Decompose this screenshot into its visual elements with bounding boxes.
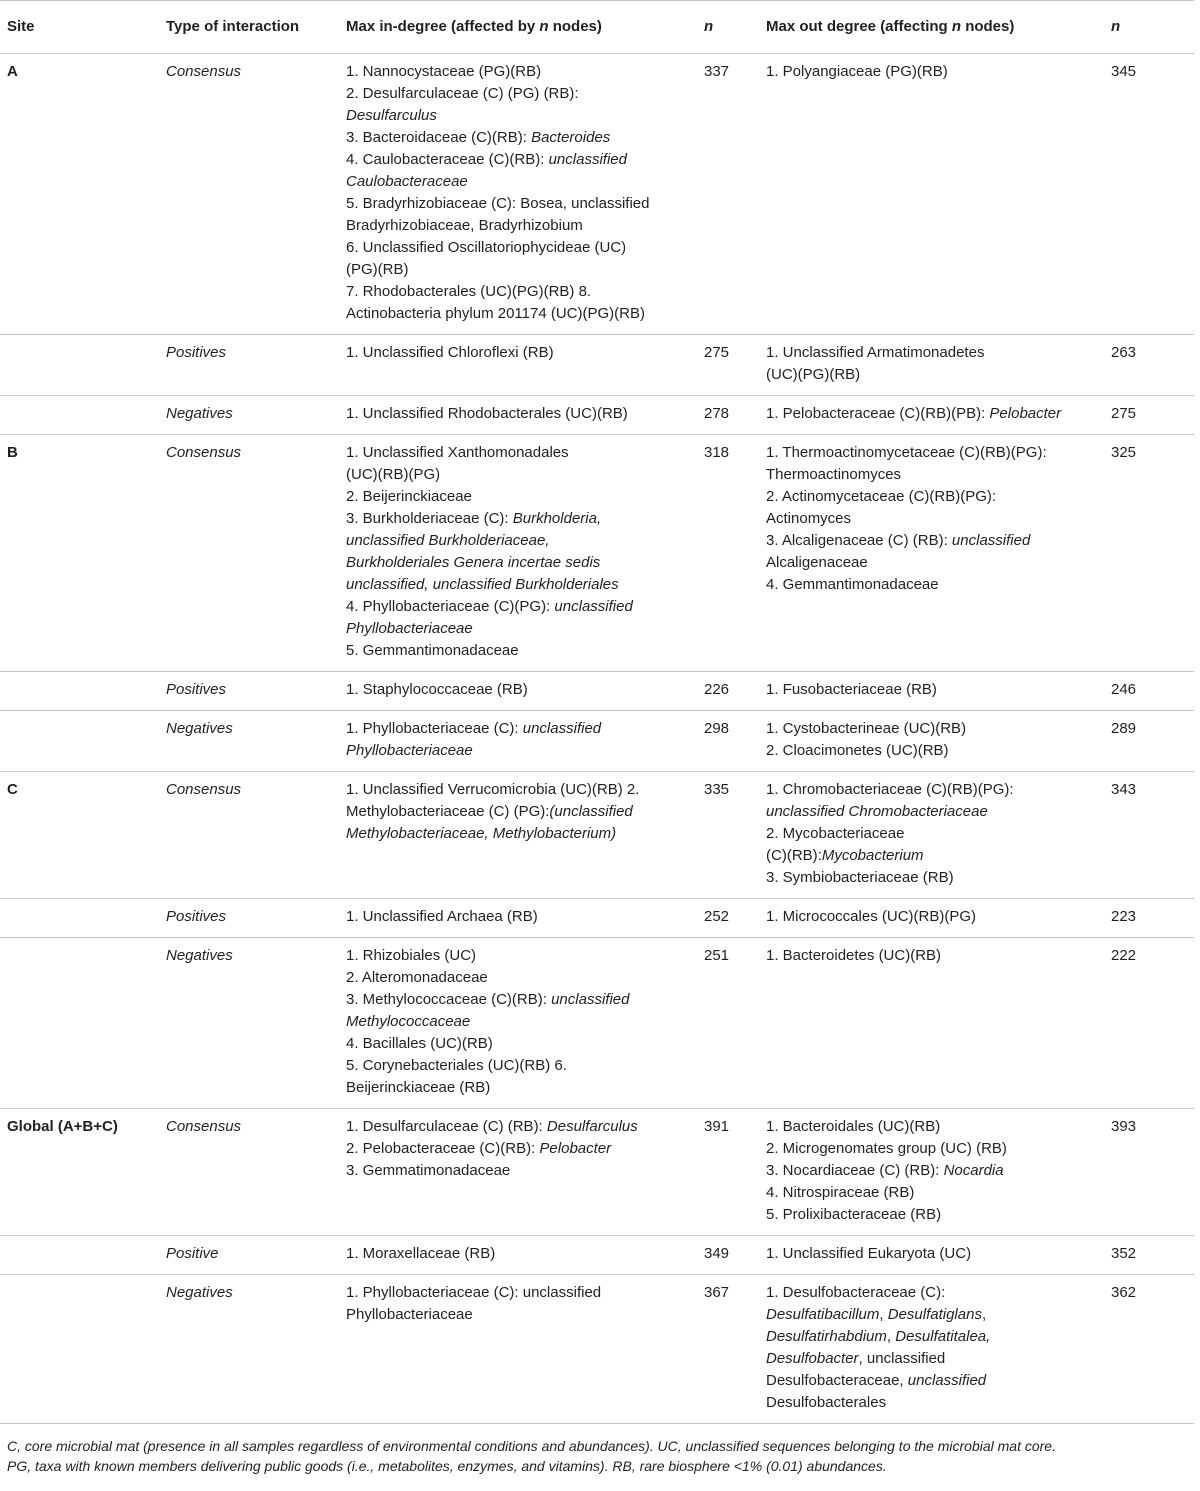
- table-row: [0, 672, 1194, 711]
- site-cell: [0, 711, 166, 772]
- taxon-text: 6. Unclassified Oscillatoriophycideae (UC): [346, 239, 627, 256]
- n-out-cell: 263: [1111, 335, 1194, 396]
- header-in-n: n: [539, 18, 549, 35]
- site-cell: C: [0, 772, 166, 899]
- taxon-text: Methylobacteriaceae, Methylobacterium): [346, 825, 617, 842]
- taxon-text: Nocardia: [943, 1162, 1004, 1179]
- taxon-line: [766, 823, 1111, 845]
- taxon-line: [346, 127, 704, 149]
- taxon-text: 1. Unclassified Archaea (RB): [346, 908, 538, 925]
- taxon-line: [766, 779, 1111, 801]
- taxon-line: [766, 1326, 1111, 1348]
- header-n-out: [1111, 1, 1194, 54]
- taxon-line: [766, 486, 1111, 508]
- taxon-text: 1. Moraxellaceae (RB): [346, 1245, 496, 1262]
- taxon-line: [346, 640, 704, 662]
- taxon-text: Burkholderia,: [512, 510, 602, 527]
- taxon-line: [766, 342, 1111, 364]
- n-out-cell: 289: [1111, 711, 1194, 772]
- taxon-text: 1. Phyllobacteriaceae (C): unclassified: [346, 1284, 602, 1301]
- taxon-line: [766, 61, 1111, 83]
- taxon-line: [766, 740, 1111, 762]
- taxon-text: 3. Alcaligenaceae (C) (RB):: [766, 532, 952, 549]
- header-max-out-degree: [766, 1, 1111, 54]
- taxon-text: Desulfatibacillum: [766, 1306, 880, 1323]
- max-out-degree-cell: [766, 435, 1111, 672]
- interaction-type-cell: Positives: [166, 335, 346, 396]
- taxon-text: Phyllobacteriaceae: [346, 742, 473, 759]
- table-row: [0, 1236, 1194, 1275]
- site-cell: [0, 1236, 166, 1275]
- taxon-line: [766, 1204, 1111, 1226]
- taxon-text: 1. Unclassified Verrucomicrobia (UC)(RB) 2.: [346, 781, 640, 798]
- taxon-text: unclassified, unclassified Burkholderiales: [346, 576, 619, 593]
- taxon-line: [766, 508, 1111, 530]
- n-in-cell: 251: [704, 938, 766, 1109]
- taxon-line: [346, 237, 704, 259]
- taxon-text: 1. Phyllobacteriaceae (C):: [346, 720, 523, 737]
- taxon-line: [346, 679, 704, 701]
- table-row: [0, 938, 1194, 1109]
- max-in-degree-cell: [346, 396, 704, 435]
- n-out-cell: 352: [1111, 1236, 1194, 1275]
- taxon-text: 1. Unclassified Rhodobacterales (UC)(RB): [346, 405, 628, 422]
- taxon-line: [766, 1304, 1111, 1326]
- taxon-line: [346, 342, 704, 364]
- taxon-text: Caulobacteraceae: [346, 173, 468, 190]
- taxon-text: 1. Thermoactinomycetaceae (C)(RB)(PG):: [766, 444, 1047, 461]
- taxon-text: Bacteroides: [531, 129, 611, 146]
- taxon-text: 2. Desulfarculaceae (C) (PG) (RB):: [346, 85, 579, 102]
- n-out-cell: 222: [1111, 938, 1194, 1109]
- taxon-text: Methylobacteriaceae (C) (PG):: [346, 803, 550, 820]
- table-row: [0, 435, 1194, 672]
- table-footnote: [7, 1436, 1193, 1476]
- taxon-text: 5. Prolixibacteraceae (RB): [766, 1206, 942, 1223]
- taxon-text: 2. Actinomycetaceae (C)(RB)(PG):: [766, 488, 997, 505]
- taxon-line: [346, 1304, 704, 1326]
- taxon-line: [766, 1348, 1111, 1370]
- taxon-line: [346, 403, 704, 425]
- taxon-text: (PG)(RB): [346, 261, 409, 278]
- taxon-text: Alcaligenaceae: [766, 554, 868, 571]
- taxon-line: [346, 193, 704, 215]
- taxon-line: [346, 823, 704, 845]
- taxon-line: [346, 215, 704, 237]
- header-out-post: nodes): [961, 18, 1015, 35]
- header-type: Type of interaction: [166, 1, 346, 54]
- interaction-type-cell: Consensus: [166, 54, 346, 335]
- taxon-text: 2. Pelobacteraceae (C)(RB):: [346, 1140, 540, 1157]
- taxon-text: 2. Cloacimonetes (UC)(RB): [766, 742, 949, 759]
- taxon-line: [766, 867, 1111, 889]
- max-out-degree-cell: [766, 672, 1111, 711]
- taxon-line: [346, 105, 704, 127]
- n-in-cell: 278: [704, 396, 766, 435]
- taxon-line: [346, 1077, 704, 1099]
- taxon-line: [346, 596, 704, 618]
- site-cell: [0, 672, 166, 711]
- taxon-text: Pelobacter: [989, 405, 1062, 422]
- max-in-degree-cell: [346, 1109, 704, 1236]
- taxon-text: Desulfatirhabdium: [766, 1328, 887, 1345]
- taxon-text: 4. Nitrospiraceae (RB): [766, 1184, 915, 1201]
- site-cell: [0, 899, 166, 938]
- n-in-cell: 349: [704, 1236, 766, 1275]
- taxon-text: 1. Unclassified Xanthomonadales: [346, 444, 569, 461]
- n-in-cell: 226: [704, 672, 766, 711]
- taxon-text: unclassified: [522, 720, 602, 737]
- footnote-line-1: C, core microbial mat (presence in all samples regardless of environmental conditions and abundances). UC, unclassified sequences belonging to the microbial mat core.: [7, 1438, 1056, 1454]
- taxon-text: Desulfarculus: [346, 107, 437, 124]
- max-in-degree-cell: [346, 1275, 704, 1424]
- taxon-text: (UC)(PG)(RB): [766, 366, 861, 383]
- site-cell: [0, 396, 166, 435]
- header-row: [0, 1, 1194, 54]
- taxon-text: 5. Corynebacteriales (UC)(RB) 6.: [346, 1057, 567, 1074]
- interaction-type-cell: Negatives: [166, 1275, 346, 1424]
- taxon-line: [346, 83, 704, 105]
- header-out-pre: Max out degree (affecting: [766, 18, 952, 35]
- taxon-text: 2. Alteromonadaceae: [346, 969, 488, 986]
- taxon-line: [346, 1055, 704, 1077]
- n-in-cell: 252: [704, 899, 766, 938]
- taxon-line: [766, 403, 1111, 425]
- taxon-text: 4. Phyllobacteriaceae (C)(PG):: [346, 598, 555, 615]
- interaction-type-cell: Positives: [166, 672, 346, 711]
- header-n-out-label: n: [1111, 18, 1121, 35]
- taxon-text: 1. Unclassified Eukaryota (UC): [766, 1245, 972, 1262]
- max-in-degree-cell: [346, 899, 704, 938]
- interaction-type-cell: Negatives: [166, 938, 346, 1109]
- taxon-text: Desulfobacter: [766, 1350, 859, 1367]
- taxon-text: (unclassified: [549, 803, 633, 820]
- max-out-degree-cell: [766, 899, 1111, 938]
- taxon-line: [766, 552, 1111, 574]
- taxon-text: 1. Rhizobiales (UC): [346, 947, 477, 964]
- taxon-text: 1. Bacteroidetes (UC)(RB): [766, 947, 942, 964]
- max-out-degree-cell: [766, 1109, 1111, 1236]
- max-in-degree-cell: [346, 435, 704, 672]
- taxon-text: unclassified: [554, 598, 633, 615]
- taxon-line: [346, 989, 704, 1011]
- taxon-text: unclassified Chromobacteriaceae: [766, 803, 988, 820]
- max-in-degree-cell: [346, 772, 704, 899]
- max-in-degree-cell: [346, 711, 704, 772]
- taxon-line: [346, 945, 704, 967]
- taxon-line: [346, 464, 704, 486]
- taxon-text: unclassified: [907, 1372, 987, 1389]
- max-in-degree-cell: [346, 335, 704, 396]
- taxon-text: ,: [879, 1306, 888, 1323]
- taxon-line: [766, 906, 1111, 928]
- taxon-text: 1. Desulfobacteraceae (C):: [766, 1284, 946, 1301]
- taxon-text: (C)(RB):: [766, 847, 822, 864]
- n-out-cell: 246: [1111, 672, 1194, 711]
- taxon-line: [346, 574, 704, 596]
- taxon-text: 1. Polyangiaceae (PG)(RB): [766, 63, 948, 80]
- header-site: Site: [0, 1, 166, 54]
- taxon-line: [346, 801, 704, 823]
- taxon-text: Phyllobacteriaceae: [346, 620, 473, 637]
- taxon-text: unclassified: [548, 151, 627, 168]
- taxon-text: unclassified: [951, 532, 1031, 549]
- taxon-line: [346, 530, 704, 552]
- taxon-text: 2. Beijerinckiaceae: [346, 488, 472, 505]
- taxon-text: 1. Chromobacteriaceae (C)(RB)(PG):: [766, 781, 1014, 798]
- max-in-degree-cell: [346, 1236, 704, 1275]
- taxon-text: 1. Unclassified Chloroflexi (RB): [346, 344, 554, 361]
- taxon-line: [346, 1160, 704, 1182]
- taxon-line: [346, 61, 704, 83]
- taxon-text: (UC)(RB)(PG): [346, 466, 441, 483]
- taxon-text: 4. Gemmantimonadaceae: [766, 576, 939, 593]
- taxon-text: 3. Symbiobacteriaceae (RB): [766, 869, 954, 886]
- taxon-text: 5. Bradyrhizobiaceae (C): Bosea, unclassified: [346, 195, 650, 212]
- taxon-line: [346, 740, 704, 762]
- taxon-text: Desulfobacteraceae,: [766, 1372, 908, 1389]
- taxon-line: [766, 1392, 1111, 1414]
- header-in-pre: Max in-degree (affected by: [346, 18, 540, 35]
- taxon-line: [346, 906, 704, 928]
- n-out-cell: 393: [1111, 1109, 1194, 1236]
- taxon-text: Methylococcaceae: [346, 1013, 471, 1030]
- header-max-in-degree: [346, 1, 704, 54]
- site-cell: [0, 335, 166, 396]
- n-in-cell: 298: [704, 711, 766, 772]
- taxon-text: 2. Mycobacteriaceae: [766, 825, 905, 842]
- interaction-type-cell: Positives: [166, 899, 346, 938]
- taxon-line: [766, 1370, 1111, 1392]
- taxon-text: 3. Methylococcaceae (C)(RB):: [346, 991, 552, 1008]
- n-out-cell: 325: [1111, 435, 1194, 672]
- taxon-text: Thermoactinomyces: [766, 466, 902, 483]
- table-row: [0, 54, 1194, 335]
- taxon-text: unclassified Burkholderiaceae,: [346, 532, 550, 549]
- taxon-line: [766, 464, 1111, 486]
- taxon-line: [346, 1033, 704, 1055]
- table-row: [0, 899, 1194, 938]
- table-row: [0, 1109, 1194, 1236]
- taxon-text: 7. Rhodobacterales (UC)(PG)(RB) 8.: [346, 283, 592, 300]
- max-out-degree-cell: [766, 1275, 1111, 1424]
- taxon-line: [766, 1138, 1111, 1160]
- taxon-text: ,: [886, 1328, 896, 1345]
- taxon-text: 1. Micrococcales (UC)(RB)(PG): [766, 908, 977, 925]
- max-in-degree-cell: [346, 54, 704, 335]
- n-out-cell: 362: [1111, 1275, 1194, 1424]
- taxon-text: 1. Nannocystaceae (PG)(RB): [346, 63, 542, 80]
- taxon-line: [766, 364, 1111, 386]
- taxon-text: 4. Caulobacteraceae (C)(RB):: [346, 151, 549, 168]
- taxon-line: [766, 1116, 1111, 1138]
- max-out-degree-cell: [766, 938, 1111, 1109]
- taxon-line: [766, 530, 1111, 552]
- taxon-line: [766, 1282, 1111, 1304]
- taxon-text: Desulfarculus: [546, 1118, 638, 1135]
- taxon-line: [346, 618, 704, 640]
- max-out-degree-cell: [766, 711, 1111, 772]
- n-in-cell: 391: [704, 1109, 766, 1236]
- n-out-cell: 343: [1111, 772, 1194, 899]
- taxon-line: [346, 508, 704, 530]
- n-in-cell: 335: [704, 772, 766, 899]
- taxon-text: Desulfobacterales: [766, 1394, 887, 1411]
- interaction-type-cell: Negatives: [166, 711, 346, 772]
- taxon-text: 3. Burkholderiaceae (C):: [346, 510, 513, 527]
- taxon-text: 1. Pelobacteraceae (C)(RB)(PB):: [766, 405, 990, 422]
- header-in-post: nodes): [548, 18, 602, 35]
- taxon-line: [346, 149, 704, 171]
- taxon-line: [346, 486, 704, 508]
- max-out-degree-cell: [766, 396, 1111, 435]
- taxon-text: Desulfatiglans: [887, 1306, 982, 1323]
- header-n-in: [704, 1, 766, 54]
- taxon-text: 1. Bacteroidales (UC)(RB): [766, 1118, 941, 1135]
- n-in-cell: 367: [704, 1275, 766, 1424]
- footnote-line-2: PG, taxa with known members delivering public goods (i.e., metabolites, enzymes, and vitamins). RB, rare biosphere <1% (0.01) abundances.: [7, 1458, 887, 1474]
- taxon-line: [766, 1182, 1111, 1204]
- taxon-text: 4. Bacillales (UC)(RB): [346, 1035, 493, 1052]
- taxon-line: [766, 845, 1111, 867]
- n-in-cell: 318: [704, 435, 766, 672]
- taxon-line: [766, 574, 1111, 596]
- taxon-text: Actinomyces: [766, 510, 852, 527]
- max-in-degree-cell: [346, 938, 704, 1109]
- site-cell: A: [0, 54, 166, 335]
- taxon-line: [346, 259, 704, 281]
- interaction-type-cell: Negatives: [166, 396, 346, 435]
- interaction-type-cell: Consensus: [166, 435, 346, 672]
- taxon-text: 1. Staphylococcaceae (RB): [346, 681, 528, 698]
- taxon-text: Pelobacter: [539, 1140, 612, 1157]
- site-cell: [0, 1275, 166, 1424]
- interaction-type-cell: Positive: [166, 1236, 346, 1275]
- n-out-cell: 275: [1111, 396, 1194, 435]
- taxon-text: 5. Gemmantimonadaceae: [346, 642, 519, 659]
- taxon-text: Burkholderiales Genera incertae sedis: [346, 554, 601, 571]
- site-cell: B: [0, 435, 166, 672]
- n-in-cell: 275: [704, 335, 766, 396]
- taxon-text: 1. Desulfarculaceae (C) (RB):: [346, 1118, 547, 1135]
- taxon-text: Bradyrhizobiaceae, Bradyrhizobium: [346, 217, 583, 234]
- n-out-cell: 345: [1111, 54, 1194, 335]
- table-row: [0, 335, 1194, 396]
- interaction-type-cell: Consensus: [166, 1109, 346, 1236]
- taxon-line: [766, 718, 1111, 740]
- taxon-line: [766, 945, 1111, 967]
- taxon-line: [346, 552, 704, 574]
- taxon-line: [766, 679, 1111, 701]
- taxon-text: 1. Fusobacteriaceae (RB): [766, 681, 937, 698]
- taxon-text: 3. Nocardiaceae (C) (RB):: [766, 1162, 944, 1179]
- taxon-text: 1. Cystobacterineae (UC)(RB): [766, 720, 967, 737]
- taxon-text: ,: [981, 1306, 987, 1323]
- taxon-text: Mycobacterium: [821, 847, 924, 864]
- n-out-cell: 223: [1111, 899, 1194, 938]
- header-n-in-label: n: [704, 18, 714, 35]
- interaction-type-cell: Consensus: [166, 772, 346, 899]
- taxon-text: Phyllobacteriaceae: [346, 1306, 473, 1323]
- max-out-degree-cell: [766, 335, 1111, 396]
- taxon-line: [346, 1243, 704, 1265]
- taxon-line: [346, 1116, 704, 1138]
- max-in-degree-cell: [346, 672, 704, 711]
- max-out-degree-cell: [766, 1236, 1111, 1275]
- taxon-line: [346, 779, 704, 801]
- taxon-line: [346, 967, 704, 989]
- taxon-line: [346, 303, 704, 325]
- taxon-line: [346, 1282, 704, 1304]
- taxon-text: Actinobacteria phylum 201174 (UC)(PG)(RB): [346, 305, 645, 322]
- taxon-line: [346, 281, 704, 303]
- max-out-degree-cell: [766, 772, 1111, 899]
- site-cell: Global (A+B+C): [0, 1109, 166, 1236]
- taxon-line: [346, 1138, 704, 1160]
- taxon-line: [346, 1011, 704, 1033]
- taxon-line: [766, 1160, 1111, 1182]
- site-cell: [0, 938, 166, 1109]
- max-out-degree-cell: [766, 54, 1111, 335]
- table-row: [0, 772, 1194, 899]
- taxon-line: [766, 442, 1111, 464]
- taxon-text: 2. Microgenomates group (UC) (RB): [766, 1140, 1007, 1157]
- taxon-line: [346, 718, 704, 740]
- taxon-text: Beijerinckiaceae (RB): [346, 1079, 491, 1096]
- taxon-text: 1. Unclassified Armatimonadetes: [766, 344, 985, 361]
- taxon-line: [346, 171, 704, 193]
- taxon-line: [766, 1243, 1111, 1265]
- header-out-n: n: [951, 18, 962, 35]
- table-row: [0, 1275, 1194, 1424]
- n-in-cell: 337: [704, 54, 766, 335]
- table-row: [0, 711, 1194, 772]
- taxon-text: 3. Gemmatimonadaceae: [346, 1162, 511, 1179]
- table-row: [0, 396, 1194, 435]
- taxon-text: Desulfatitalea,: [895, 1328, 991, 1345]
- taxon-text: 3. Bacteroidaceae (C)(RB):: [346, 129, 532, 146]
- table-body: [0, 54, 1194, 1424]
- taxon-line: [766, 801, 1111, 823]
- taxon-line: [346, 442, 704, 464]
- taxon-text: unclassified: [551, 991, 630, 1008]
- taxon-text: , unclassified: [858, 1350, 946, 1367]
